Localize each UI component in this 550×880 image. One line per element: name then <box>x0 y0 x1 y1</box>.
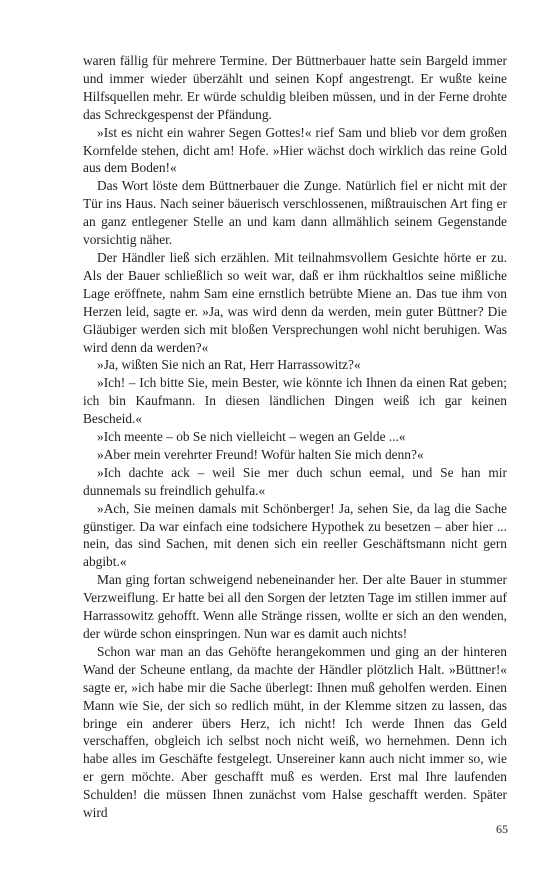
paragraph: Man ging fortan schweigend nebeneinander her. Der alte Bauer in stummer Verzweiflung. Er hatte bei all den Sorgen der letzten Tage im stillen immer auf Harrassowitz gehofft. Wenn alle Stränge rissen, wollte er sich an den wenden, der würde schon einspringen. Nun war es damit auch nichts! <box>83 572 507 641</box>
paragraph: Schon war man an das Gehöfte herangekommen und ging an der hinteren Wand der Scheune entlang, da machte der Händler plötzlich Halt. »Büttner!« sagte er, »ich habe mir die Sache überlegt: Ihnen muß geholfen werden. Einen Mann wie Sie, der sich so redlich müht, in der Klemme sitzen zu lassen, das bringe ein anderer übers Herz, ich nicht! Ich werde Ihnen das Geld verschaffen, obgleich ich selbst noch nicht weiß, wo hernehmen. Denn ich habe alles im Geschäfte festgelegt. Unsereiner kann auch nicht immer so, wie er gern möchte. Aber geschafft muß es werden. Erst mal Ihre laufenden Schulden! die müssen Ihnen zunächst vom Halse geschafft werden. Später wird <box>83 643 507 821</box>
paragraph: »Ja, wißten Sie nich an Rat, Herr Harrassowitz?« <box>97 357 361 373</box>
page-number: 65 <box>496 822 508 836</box>
paragraph: »Ich meente – ob Se nich vielleicht – wegen an Gelde ...« <box>97 429 406 445</box>
paragraph: Der Händler ließ sich erzählen. Mit teilnahmsvollem Gesichte hörte er zu. Als der Bauer schließlich so weit war, daß er ihm rückhaltlos seine mißliche Lage eröffnete, nahm Sam eine ernstlich betrübte Miene an. Das tue ihm von Herzen leid, sagte er. »Ja, was wird denn da werden, mein guter Büttner? Die Gläubiger werden sich mit bloßen Versprechungen wohl nicht beruhigen. Was wird denn da werden?« <box>83 249 507 355</box>
paragraph: »Ist es nicht ein wahrer Segen Gottes!« rief Sam und blieb vor dem großen Kornfelde stehen, dicht am! Hofe. »Hier wächst doch wirklich das reine Gold aus dem Boden!« <box>83 124 507 176</box>
paragraph: »Ich dachte ack – weil Sie mer duch schun eemal, und Se han mir dunnemals su freindlich gehulfa.« <box>83 464 507 498</box>
paragraph: Das Wort löste dem Büttnerbauer die Zunge. Natürlich fiel er nicht mit der Tür ins Haus. Nach seiner bäuerisch verschlossenen, mißtrauischen Art fing er an ganz entlegener Stelle an und kam dann allmählich seinem Gegenstande vorsichtig näher. <box>83 178 507 248</box>
paragraph: »Ach, Sie meinen damals mit Schönberger! Ja, sehen Sie, da lag die Sache günstiger. Da war einfach eine todsichere Hypothek zu besetzen – aber hier ... nein, das sind Sachen, mit denen sich ein reeller Geschäftsmann nicht gern abgibt.« <box>83 500 507 570</box>
paragraph: »Aber mein verehrter Freund! Wofür halten Sie mich denn?« <box>97 446 424 462</box>
paragraph: waren fällig für mehrere Termine. Der Büttnerbauer hatte sein Bargeld immer und immer wieder überzählt und seinen Kopf angestrengt. Er wußte keine Hilfsquellen mehr. Er würde schuldig bleiben müssen, und in der Ferne drohte das Schreckgespenst der Pfändung. <box>83 53 507 122</box>
book-page-text <box>83 52 507 822</box>
paragraph: »Ich! – Ich bitte Sie, mein Bester, wie könnte ich Ihnen da einen Rat geben; ich bin Kaufmann. In diesen ländlichen Dingen weiß ich gar keinen Bescheid.« <box>83 375 507 427</box>
